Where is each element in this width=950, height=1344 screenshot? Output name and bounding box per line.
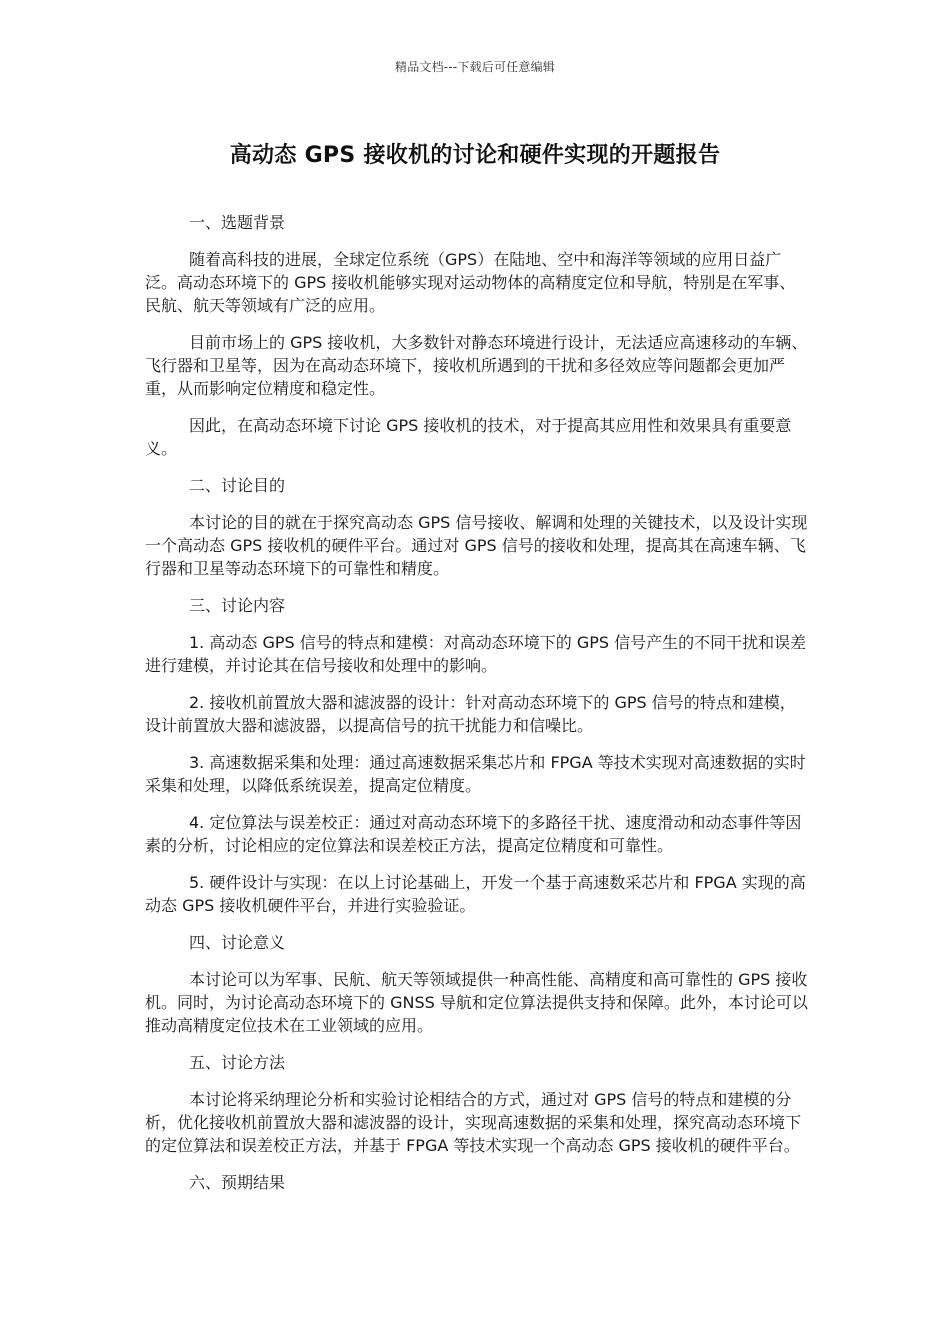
section-heading: 三、讨论内容 <box>189 596 286 615</box>
document-body <box>145 211 810 1208</box>
paragraph: 5. 硬件设计与实现：在以上讨论基础上，开发一个基于高速数采芯片和 FPGA 实现的高动态 GPS 接收机硬件平台，并进行实验验证。 <box>145 873 806 915</box>
paragraph: 本讨论可以为军事、民航、航天等领域提供一种高性能、高精度和高可靠性的 GPS 接收机。同时，为讨论高动态环境下的 GNSS 导航和定位算法提供支持和保障。此外，本讨论可以推动高精度定位技术在工业领域的应用。 <box>145 970 808 1035</box>
paragraph: 本讨论的目的就在于探究高动态 GPS 信号接收、解调和处理的关键技术，以及设计实现一个高动态 GPS 接收机的硬件平台。通过对 GPS 信号的接收和处理，提高其在高速车辆、飞行器和卫星等动态环境下的可靠性和精度。 <box>145 513 808 578</box>
paragraph: 3. 高速数据采集和处理：通过高速数据采集芯片和 FPGA 等技术实现对高速数据的实时采集和处理，以降低系统误差，提高定位精度。 <box>145 753 806 795</box>
section-heading: 一、选题背景 <box>189 213 286 232</box>
paragraph: 2. 接收机前置放大器和滤波器的设计：针对高动态环境下的 GPS 信号的特点和建模，设计前置放大器和滤波器，以提高信号的抗干扰能力和信噪比。 <box>145 693 796 735</box>
paragraph: 目前市场上的 GPS 接收机，大多数针对静态环境进行设计，无法适应高速移动的车辆、飞行器和卫星等，因为在高动态环境下，接收机所遇到的干扰和多径效应等问题都会更加严重，从而影响定位精度和稳定性。 <box>145 333 808 398</box>
paragraph: 随着高科技的进展，全球定位系统（GPS）在陆地、空中和海洋等领域的应用日益广泛。高动态环境下的 GPS 接收机能够实现对运动物体的高精度定位和导航，特别是在军事、民航、航天等领域有广泛的应用。 <box>145 250 796 315</box>
section-heading: 五、讨论方法 <box>189 1053 286 1072</box>
section-heading: 四、讨论意义 <box>189 933 286 952</box>
paragraph: 4. 定位算法与误差校正：通过对高动态环境下的多路径干扰、速度滑动和动态事件等因素的分析，讨论相应的定位算法和误差校正方法，提高定位精度和可靠性。 <box>145 813 802 855</box>
section-heading: 六、预期结果 <box>189 1173 286 1192</box>
paragraph: 本讨论将采纳理论分析和实验讨论相结合的方式，通过对 GPS 信号的特点和建模的分析，优化接收机前置放大器和滤波器的设计，实现高速数据的采集和处理，探究高动态环境下的定位算法和误差校正方法，并基于 FPGA 等技术实现一个高动态 GPS 接收机的硬件平台。 <box>145 1090 802 1155</box>
section-heading: 二、讨论目的 <box>189 476 286 495</box>
paragraph: 1. 高动态 GPS 信号的特点和建模：对高动态环境下的 GPS 信号产生的不同干扰和误差进行建模，并讨论其在信号接收和处理中的影响。 <box>145 633 807 675</box>
document-title: 高动态 GPS 接收机的讨论和硬件实现的开题报告 <box>229 143 721 168</box>
paragraph: 因此，在高动态环境下讨论 GPS 接收机的技术，对于提高其应用性和效果具有重要意义。 <box>145 416 792 458</box>
header-note: 精品文档---下载后可任意编辑 <box>395 60 555 74</box>
